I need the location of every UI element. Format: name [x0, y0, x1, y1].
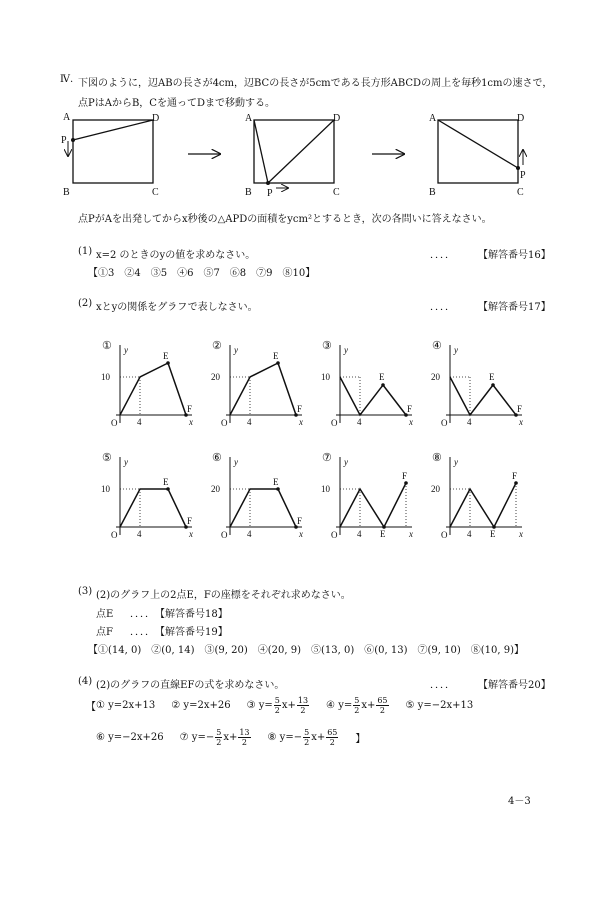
graph-3-mark: ③	[322, 340, 332, 352]
graph-5-tick-4: 4	[137, 529, 142, 539]
graph-4-line	[450, 377, 516, 415]
q4-open-bracket: 【	[86, 701, 96, 713]
fig1-p: P	[61, 135, 67, 146]
problem-number: Ⅳ.	[60, 74, 74, 85]
problem-line-1: 下図のように，辺ABの長さが4cm，辺BCの長さが5cmである長方形ABCDの周上を毎秒1cmの速さで，	[78, 78, 553, 89]
graph-5-y-label: y	[124, 457, 128, 467]
q4-choices-row-1	[86, 692, 489, 718]
problem-intro: 点PがAを出発してからx秒後の△APDの面積をycm²とするとき，次の各問いに答えなさい。	[78, 214, 492, 225]
rectangle-figures	[55, 110, 535, 205]
q4-choice-7: ⑦ y=− $\frac{5}{2}$ x+ $\frac{13}{2}$	[179, 727, 250, 747]
graph-1-y-label: y	[124, 345, 128, 355]
figure-2	[245, 113, 340, 199]
q1-choices: 【①3 ②4 ③5 ④6 ⑤7 ⑥8 ⑦9 ⑧10】	[88, 268, 316, 279]
fig3-c: C	[517, 187, 524, 198]
graph-8-tick-y: 20	[431, 484, 440, 494]
graph-5-tick-y: 10	[101, 484, 110, 494]
graph-4-origin: O	[441, 418, 448, 428]
graph-3-x-label: x	[409, 417, 413, 427]
graph-7-origin: O	[331, 530, 338, 540]
graph-3-point-e	[381, 383, 385, 387]
fig2-b: B	[245, 187, 252, 198]
fig3-p: P	[520, 170, 526, 181]
graph-6-tick-4: 4	[247, 529, 252, 539]
graph-4-label-f: F	[517, 404, 523, 414]
fig1-d: D	[152, 113, 160, 124]
q4-choice-1: ① y=2x+13	[96, 699, 156, 711]
q4-choice-5: ⑤ y=−2x+13	[405, 699, 474, 711]
q4-dots: ．．．．	[430, 680, 455, 691]
problem-line-2: 点PはAからB，Cを通ってDまで移動する。	[78, 98, 275, 109]
graph-7-tick-4: 4	[357, 529, 362, 539]
graph-3-tick-4: 4	[357, 417, 362, 427]
fig2-d: D	[333, 113, 341, 124]
graph-2-origin: O	[221, 418, 228, 428]
graph-6-origin: O	[221, 530, 228, 540]
graph-1-mark: ①	[102, 340, 112, 352]
graph-8-y-label: y	[454, 457, 458, 467]
graph-6-y-label: y	[234, 457, 238, 467]
fig1-b: B	[63, 187, 70, 198]
graph-5-origin: O	[111, 530, 118, 540]
graph-1-x-label: x	[189, 417, 193, 427]
graph-3-tick-y: 10	[321, 372, 330, 382]
graph-2-point-e	[276, 361, 280, 365]
q4-choice-3: ③ y= $\frac{5}{2}$ x+ $\frac{13}{2}$	[246, 695, 309, 715]
graph-2-label-f: F	[297, 404, 303, 414]
figure-3	[429, 113, 526, 198]
graph-8-line	[450, 483, 516, 527]
graph-6-tick-y: 20	[211, 484, 220, 494]
fig2-p: P	[267, 188, 273, 199]
graph-8-tick-4: 4	[467, 529, 472, 539]
q3-text: (2)のグラフ上の2点E，Fの座標をそれぞれ求めなさい。	[96, 590, 351, 601]
graph-6-label-f: F	[297, 516, 303, 526]
q4-choice-6: ⑥ y=−2x+26	[96, 731, 164, 743]
figure-1	[61, 112, 159, 198]
fig3-d: D	[517, 113, 525, 124]
graph-4-x-label: x	[519, 417, 523, 427]
graph-2-line	[230, 363, 296, 415]
q4-answer-number: 【解答番号20】	[478, 680, 551, 691]
graph-8-label-e: E	[490, 529, 496, 539]
q1-label: (1)	[78, 246, 93, 257]
graph-4-label-e: E	[489, 372, 495, 382]
graph-7-point-f	[404, 481, 408, 485]
q2-dots: ．．．．	[430, 302, 455, 313]
q3-f-answer-number: ．．．． 【解答番号19】	[130, 627, 228, 638]
graph-2-x-label: x	[299, 417, 303, 427]
graph-1-point-e	[166, 361, 170, 365]
q4-text: (2)のグラフの直線EFの式を求めなさい。	[96, 680, 285, 691]
graph-5-line	[120, 489, 186, 527]
graph-choices	[100, 330, 540, 550]
graph-8-mark: ⑧	[432, 452, 442, 464]
graph-8-point-f	[514, 481, 518, 485]
graph-8-label-f: F	[512, 471, 518, 481]
graph-2-mark: ②	[212, 340, 222, 352]
graph-5-point-e	[166, 487, 170, 491]
q3-f-label: 点F	[96, 627, 113, 638]
q4-choices-row-2	[96, 724, 365, 750]
graph-4-point-e	[491, 383, 495, 387]
q3-e-label: 点E	[96, 609, 114, 620]
graph-1-label-e: E	[163, 351, 169, 361]
q2-label: (2)	[78, 298, 93, 309]
q2-text: xとyの関係をグラフで表しなさい。	[96, 302, 258, 313]
fig2-a: A	[245, 113, 253, 124]
graph-7-tick-y: 10	[321, 484, 330, 494]
graph-2-label-e: E	[273, 351, 279, 361]
graph-6-point-e	[276, 487, 280, 491]
q1-answer-number: 【解答番号16】	[478, 250, 551, 261]
graph-7-x-label: x	[409, 529, 413, 539]
graph-4-mark: ④	[432, 340, 442, 352]
graph-2-tick-4: 4	[247, 417, 252, 427]
graph-6-line	[230, 489, 296, 527]
q3-choices: 【①(14, 0) ②(0, 14) ③(9, 20) ④(20, 9) ⑤(13, 0) ⑥(0, 13) ⑦(9, 10) ⑧(10, 9)】	[88, 645, 524, 656]
graph-2-y-label: y	[234, 345, 238, 355]
graph-7-y-label: y	[344, 457, 348, 467]
fig1-a: A	[63, 112, 71, 123]
graph-3-origin: O	[331, 418, 338, 428]
fig1-c: C	[152, 187, 159, 198]
graph-1-line	[120, 363, 186, 415]
q4-choice-8: ⑧ y=− $\frac{5}{2}$ x+ $\frac{65}{2}$	[267, 727, 338, 747]
q4-choice-4: ④ y= $\frac{5}{2}$ x+ $\frac{65}{2}$	[326, 695, 388, 715]
graph-1-tick-y: 10	[101, 372, 110, 382]
graph-6-label-e: E	[273, 477, 279, 487]
graph-3-y-label: y	[344, 345, 348, 355]
q3-e-answer-number: ．．．． 【解答番号18】	[130, 609, 228, 620]
graph-7-mark: ⑦	[322, 452, 332, 464]
graph-5-mark: ⑤	[102, 452, 112, 464]
graph-3-label-e: E	[379, 372, 385, 382]
q3-label: (3)	[78, 586, 93, 597]
graph-7-label-e: E	[380, 529, 386, 539]
graph-8-origin: O	[441, 530, 448, 540]
fig2-c: C	[333, 187, 340, 198]
graph-1-label-f: F	[187, 404, 193, 414]
graph-7-label-f: F	[402, 471, 408, 481]
q2-answer-number: 【解答番号17】	[478, 302, 551, 313]
graph-3-line	[340, 377, 406, 415]
graph-2-tick-y: 20	[211, 372, 220, 382]
graph-5-x-label: x	[189, 529, 193, 539]
graph-1-origin: O	[111, 418, 118, 428]
graph-3-label-f: F	[407, 404, 413, 414]
graph-4-tick-4: 4	[467, 417, 472, 427]
graph-4-tick-y: 20	[431, 372, 440, 382]
graph-8-x-label: x	[519, 529, 523, 539]
graph-5-label-f: F	[187, 516, 193, 526]
graph-6-mark: ⑥	[212, 452, 222, 464]
q1-dots: ．．．．	[430, 250, 455, 261]
graph-4-y-label: y	[454, 345, 458, 355]
fig3-b: B	[429, 187, 436, 198]
q4-close-bracket: 】	[355, 733, 366, 745]
graph-7-line	[340, 483, 406, 527]
fig3-a: A	[429, 113, 437, 124]
graph-6-x-label: x	[299, 529, 303, 539]
page-number: 4－3	[508, 796, 531, 807]
q1-text: x=2 のときのyの値を求めなさい。	[96, 250, 256, 261]
graph-5-label-e: E	[163, 477, 169, 487]
graph-1-tick-4: 4	[137, 417, 142, 427]
q4-choice-2: ② y=2x+26	[171, 699, 231, 711]
q4-label: (4)	[78, 676, 93, 687]
